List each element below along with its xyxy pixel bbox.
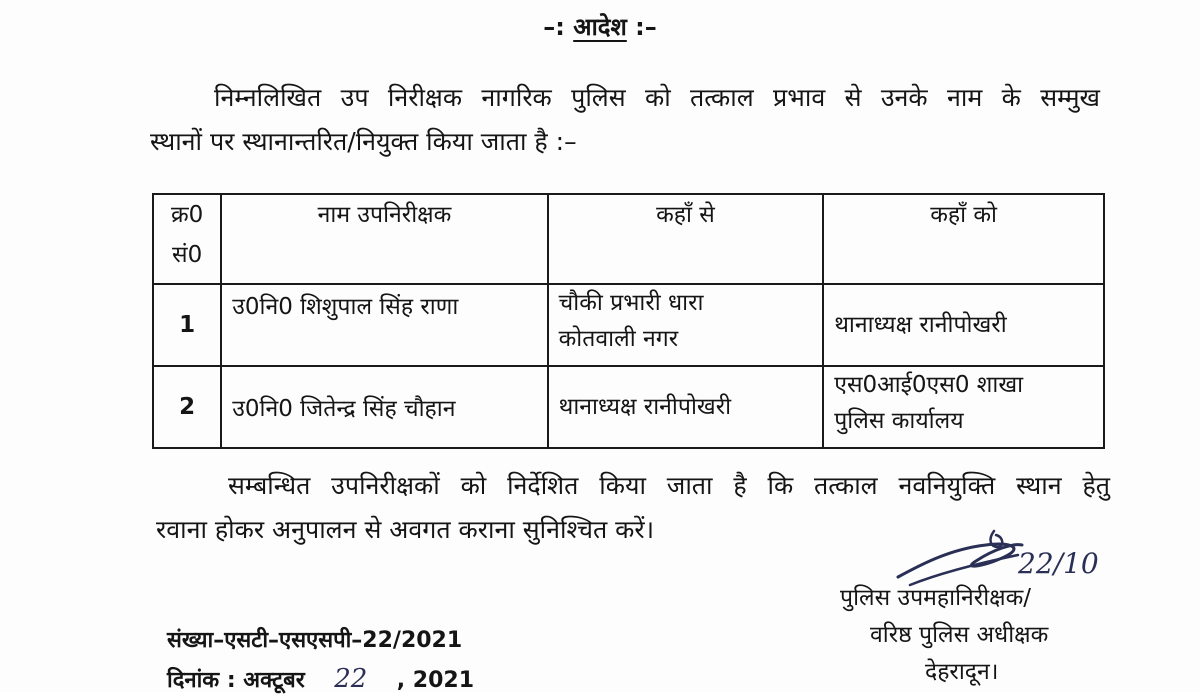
transfer-table xyxy=(152,193,1105,449)
intro-line-2: स्थानों पर स्थानान्तरित/नियुक्त किया जाता है :– xyxy=(150,127,577,156)
row-to-line-2: पुलिस कार्यालय xyxy=(834,408,964,434)
row-from-line-1: चौकी प्रभारी धारा xyxy=(558,290,704,316)
row-to-line-1: एस0आई0एस0 शाखा xyxy=(834,372,1024,398)
heading-prefix: –: xyxy=(543,13,574,41)
date-day-handwritten: 22 xyxy=(334,664,368,694)
row-from-line-2: कोतवाली नगर xyxy=(558,326,679,352)
row-officer-name: उ0नि0 जितेन्द्र सिंह चौहान xyxy=(221,366,547,448)
designation-line-3: देहरादून। xyxy=(925,659,999,685)
row-to-line-1: थानाध्यक्ष रानीपोखरी xyxy=(834,312,1007,338)
header-serial-number xyxy=(153,194,221,284)
table-row xyxy=(153,366,1104,448)
heading-suffix: :– xyxy=(626,13,657,41)
header-to: कहाँ को xyxy=(823,194,1104,284)
row-from-line-1: थानाध्यक्ष रानीपोखरी xyxy=(558,394,732,420)
row-from-location xyxy=(548,284,824,366)
designation-line-2: वरिष्ठ पुलिस अधीक्षक xyxy=(870,622,1049,648)
intro-line-1: निम्नलिखित उप निरीक्षक नागरिक पुलिस को तत्काल प्रभाव से उनके नाम के सम्मुख xyxy=(214,83,1100,112)
designation-line-1: पुलिस उपमहानिरीक्षक/ xyxy=(840,585,1032,611)
row-to-location xyxy=(823,366,1104,448)
signature-date: 22/10 xyxy=(1018,547,1099,580)
row-from-location xyxy=(548,366,824,448)
date-year: , 2021 xyxy=(396,668,474,693)
table-header-row xyxy=(153,194,1104,284)
header-name: नाम उपनिरीक्षक xyxy=(221,194,547,284)
instruction-line-2: रवाना होकर अनुपालन से अवगत कराना सुनिश्चित करें। xyxy=(156,515,655,544)
heading-title: आदेश xyxy=(573,13,627,41)
row-serial-number: 1 xyxy=(153,284,221,366)
row-serial-number: 2 xyxy=(153,366,221,448)
row-officer-name: उ0नि0 शिशुपाल सिंह राणा xyxy=(221,284,547,366)
header-serial-line-2: सं0 xyxy=(172,242,203,268)
row-to-location xyxy=(823,284,1104,366)
order-heading xyxy=(0,10,1200,43)
reference-date xyxy=(167,660,474,700)
date-label: दिनांक : अक्टूबर xyxy=(167,668,305,693)
intro-paragraph xyxy=(150,76,1100,164)
reference-number: संख्या–एसटी–एसएसपी–22/2021 xyxy=(167,628,463,653)
table-row xyxy=(153,284,1104,366)
header-from: कहाँ से xyxy=(548,194,824,284)
signatory-designation xyxy=(830,580,1130,691)
header-serial-line-1: क्र0 xyxy=(170,202,204,228)
reference-footer xyxy=(167,622,474,700)
instruction-line-1: सम्बन्धित उपनिरीक्षकों को निर्देशित किया जाता है कि तत्काल नवनियुक्ति स्थान हेतु xyxy=(228,471,1110,500)
